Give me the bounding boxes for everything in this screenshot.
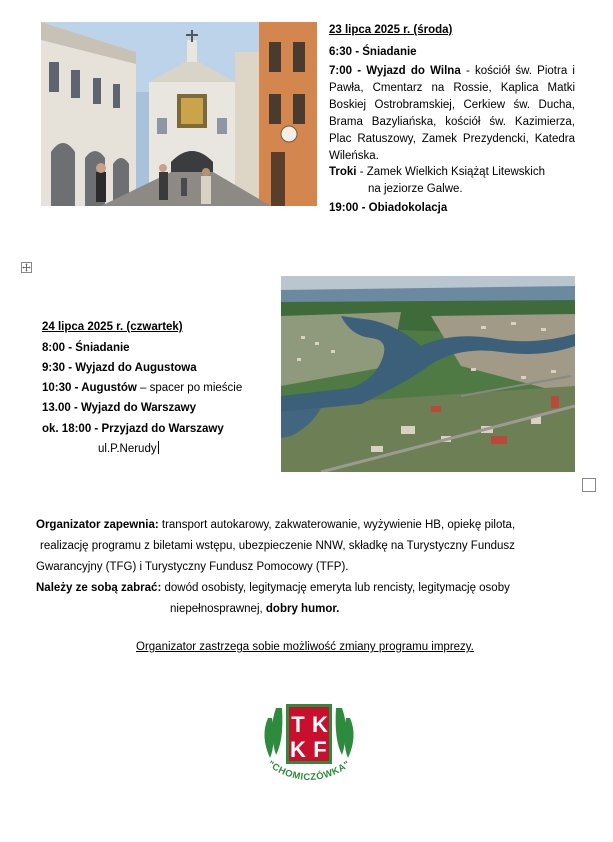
day1-item-breakfast: 6:30 - Śniadanie <box>329 46 417 58</box>
table-move-handle[interactable] <box>21 262 32 273</box>
day1-item-dinner: 19:00 - Obiadokolacja <box>329 202 448 214</box>
logo-letter-k2: K <box>290 737 306 762</box>
bring-along-line2: niepełnosprawnej, dobry humor. <box>170 603 340 615</box>
gate-of-dawn-photo <box>41 22 317 206</box>
augustow-aerial-photo <box>281 276 575 472</box>
day2-item-breakfast: 8:00 - Śniadanie <box>42 342 130 354</box>
day1-item-trakai: Troki - Zamek Wielkich Książąt Litewskich <box>329 166 546 178</box>
day2-date: 24 lipca 2025 r. (czwartek) <box>42 321 183 333</box>
tkkf-chomiczowka-logo <box>254 700 364 795</box>
day2-item-arrival: ok. 18:00 - Przyjazd do Warszawy <box>42 423 224 435</box>
bring-along-line1: Należy ze sobą zabrać: dowód osobisty, legitymację emeryta lub rencisty, legitymację osoby <box>36 582 510 594</box>
organizer-provides-line1: Organizator zapewnia: transport autokarowy, zakwaterowanie, wyżywienie HB, opiekę pilota, <box>36 519 516 531</box>
day1-item-trakai-cont: na jeziorze Galwe. <box>368 183 463 195</box>
logo-letter-t: T <box>291 712 305 737</box>
day1-item-vilnius: 7:00 - Wyjazd do Wilna - kościół św. Piotra i Pawła, Cmentarz na Rossie, Kaplica Matki Boskiej Ostrobramskiej, Cerkiew św. Ducha, Brama Bazyliańska, kościół św. Kazimierza, Plac Ratuszowy, Zamek Prezydencki, Katedra Wileńska. <box>329 65 575 162</box>
text-cursor <box>158 441 159 454</box>
logo-caption: "CHOMICZÓWKA" <box>265 758 353 784</box>
disclaimer: Organizator zastrzega sobie możliwość zmiany programu imprezy. <box>136 641 474 653</box>
logo-letter-k1: K <box>312 712 328 737</box>
organizer-provides-line2: realizację programu z biletami wstępu, ubezpieczenie NNW, składkę na Turystyczny Fundusz <box>40 540 515 552</box>
organizer-provides-line3: Gwarancyjny (TFG) i Turystyczny Fundusz Pomocowy (TFP). <box>36 561 349 573</box>
logo-letter-f: F <box>313 737 327 762</box>
day1-date: 23 lipca 2025 r. (środa) <box>329 24 453 36</box>
day2-item-augustow: 10:30 - Augustów – spacer po mieście <box>42 382 243 394</box>
table-resize-handle[interactable] <box>582 478 596 492</box>
day2-item-to-warsaw: 13.00 - Wyjazd do Warszawy <box>42 402 197 414</box>
day2-item-address: ul.P.Nerudy <box>98 443 157 455</box>
day2-item-departure: 9:30 - Wyjazd do Augustowa <box>42 362 197 374</box>
